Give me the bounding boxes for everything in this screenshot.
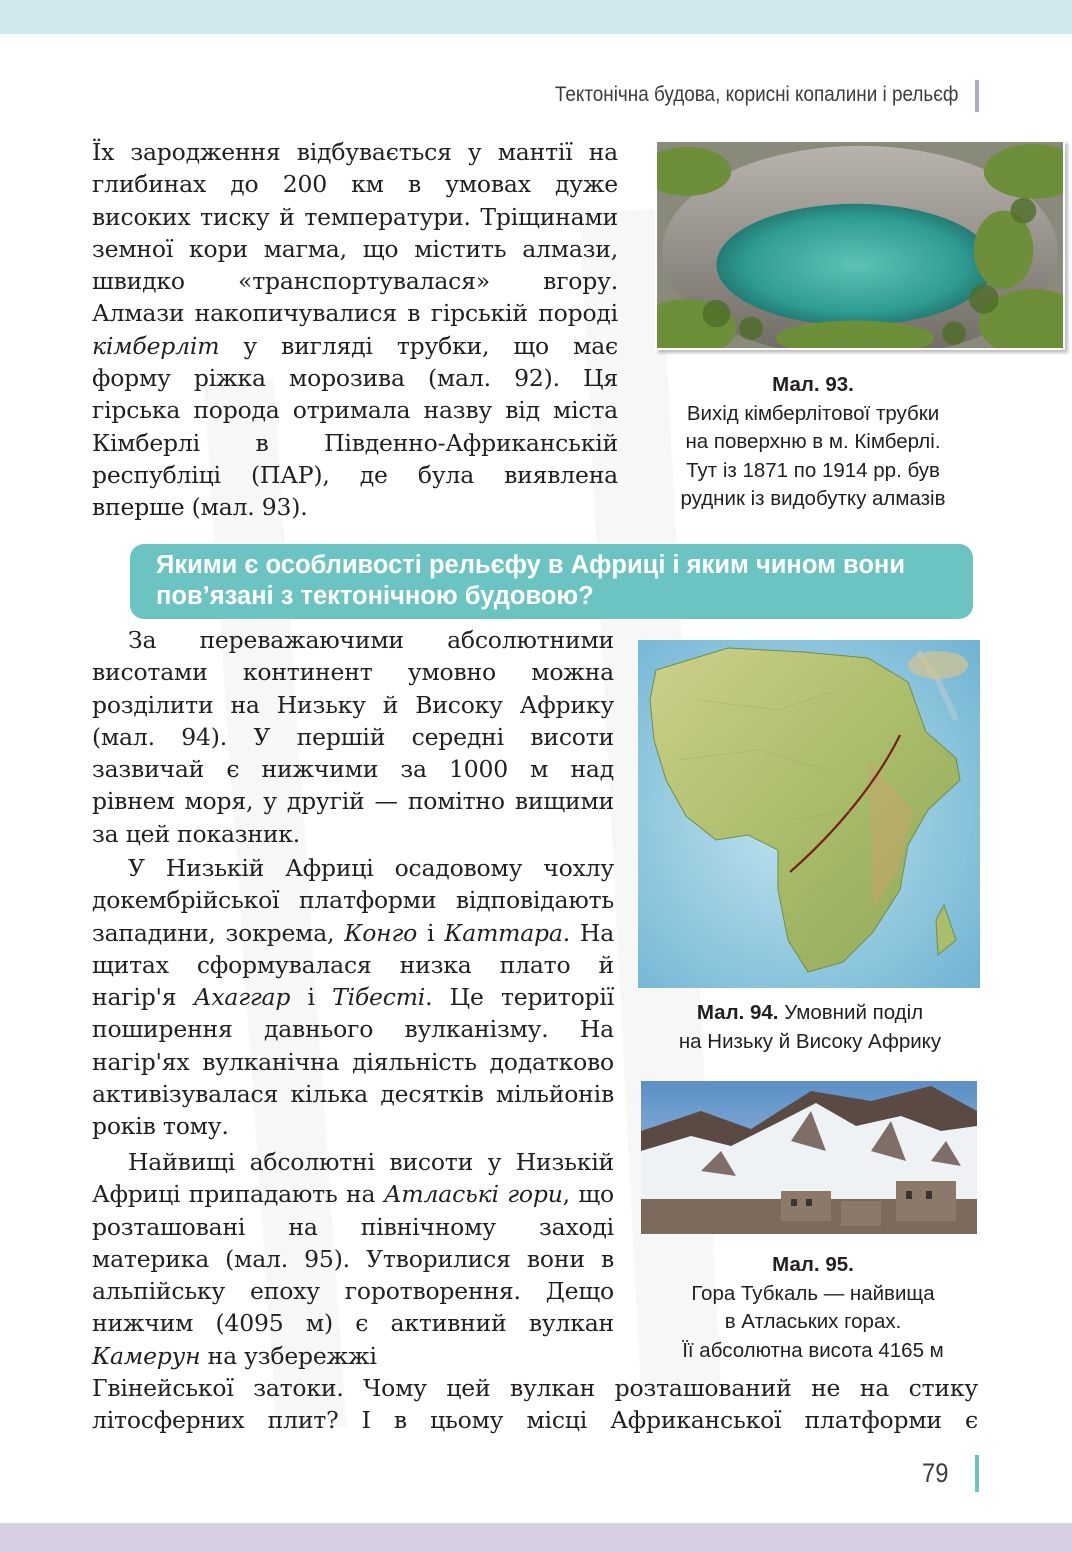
italic-term: Каттара [444,918,563,947]
italic-term: Камерун [92,1341,201,1370]
italic-term: Конго [344,918,418,947]
text-run: Їх зародження відбувається у мантії на глибинах до 200 км в умовах дуже високих тиску й температури. Тріщинами земної кори магма, що містить алмази, швидко «транспортувалася» вгору. Алмази накопичувалися в гірській породі [92,138,618,328]
figure-95-caption [648,1251,978,1365]
text-run: і [290,983,333,1012]
figure-94-caption [640,999,980,1056]
figure-93-label: Мал. 93. [772,373,854,396]
figure-93-caption [648,371,978,514]
figure-94-label: Мал. 94. [696,1001,779,1024]
section-question-heading: Якими є особливості рельєфу в Африці і яким чином вони пов’язані з тектонічною будовою? [130,544,973,619]
figure-95-label: Мал. 95. [772,1253,854,1276]
text-run: Найвищі абсолютні висоти у Низькій Африці припадають на [92,1148,614,1209]
figure-93-caption-line: на поверхню в м. Кімберлі. [685,430,941,453]
top-color-band [0,0,1072,34]
text-run: і [417,918,445,947]
text-run: Гвінейської затоки. Чому цей вулкан розташований не на стику літосферних плит? І в цьому місці Африканської платформи є [92,1374,978,1435]
italic-term: Атлаські гори [383,1180,563,1209]
italic-term: Тібесті [332,983,426,1012]
figure-93-caption-line: Вихід кімберлітової трубки [686,401,940,425]
text-run: За переважаючими абсолютними висотами континент умовно можна розділити на Низьку й Високу Африку (мал. 94). У першій середні висоти зазвичай є нижчими за 1000 м над рівнем моря, у другій — помітно вищими за цей показник. [92,626,614,848]
figure-93-photo [655,140,1065,350]
figure-93-caption-line: Тут із 1871 по 1914 рр. був [686,458,940,482]
paragraph-highest-elevations [92,1146,614,1372]
figure-94-caption-line: Умовний поділ [778,1001,924,1024]
page-number-accent-bar [975,1455,979,1492]
page-number: 79 [922,1458,949,1488]
text-run: у вигляді трубки, що має форму ріжка морозива (мал. 92). Ця гірська порода отримала назву від міста Кімберлі в Південно-Африканській республіці (ПАР), де була виявлена вперше (мал. 93). [92,331,618,522]
text-run: . На щитах сформувалася низка плато й нагір'я [92,918,615,1012]
figure-95-caption-line: Її абсолютна висота 4165 м [682,1338,944,1362]
figure-95-caption-line: Гора Тубкаль — найвища [691,1281,935,1305]
paragraph-low-high-africa [92,624,614,850]
text-run: . Це території поширення давнього вулканізму. На нагір'ях вулканічна діяльність додатково активізувалася кілька десятків мільйонів років тому. [92,983,615,1141]
paragraph-low-africa-structure [92,852,614,1143]
figure-94-map [638,640,980,988]
figure-93-caption-line: рудник із видобутку алмазів [680,487,946,510]
header-accent-bar [975,80,979,112]
text-run: У Низькій Африці осадовому чохлу докембрійської платформи відповідають западини, зокрема, [92,854,614,947]
figure-95-caption-line: в Атлаських горах. [724,1310,902,1333]
running-header: Тектонічна будова, корисні копалини і рельєф [554,83,958,106]
italic-term: кімберліт [92,331,220,360]
figure-95-photo [641,1081,977,1234]
italic-term: Ахаггар [193,983,291,1012]
text-run: на узбережжі [200,1341,377,1370]
paragraph-kimberlite [92,136,618,524]
text-run: , що розташовані на північному заході материка (мал. 95). Утворилися вони в альпійську епоху горотворення. Дещо нижчим (4095 м) є активний вулкан [92,1180,614,1338]
figure-94-caption-line: на Низьку й Високу Африку [678,1029,942,1053]
paragraph-continuation [92,1372,978,1437]
bottom-color-band [0,1523,1072,1552]
